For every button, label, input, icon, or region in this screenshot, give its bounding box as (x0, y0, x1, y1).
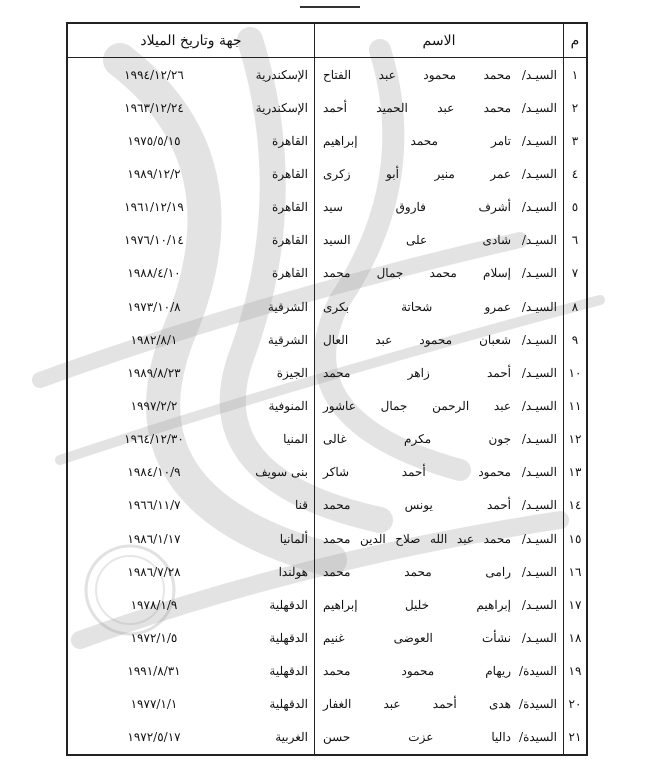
table-row (67, 555, 587, 588)
row-number: ٢٠ (564, 688, 588, 721)
row-birth-date: ١٩٩٧/٢/٢ (130, 398, 178, 413)
table-row (67, 621, 587, 654)
row-birth-place: القاهرة (272, 133, 308, 148)
row-title: السيـد/ (521, 398, 557, 413)
row-name-cell (315, 489, 564, 522)
top-rule (300, 0, 360, 8)
table-row (67, 721, 587, 755)
row-number: ٨ (564, 290, 588, 323)
row-name-cell (315, 588, 564, 621)
row-name-cell (315, 323, 564, 356)
row-birth-place: الدقهلية (269, 597, 308, 612)
row-birth-date: ١٩٨٦/٧/٢٨ (127, 564, 181, 579)
row-birth-place: ألمانيا (279, 531, 308, 546)
row-name-cell (315, 621, 564, 654)
row-birth-place: المنيا (283, 432, 308, 447)
row-birth-date: ١٩٧٢/١/٥ (130, 630, 178, 645)
table-row (67, 290, 587, 323)
table-row (67, 157, 587, 190)
row-name: عبد الرحمن جمال عاشور (323, 398, 511, 413)
row-title: السيـد/ (521, 465, 557, 480)
row-name-cell (315, 655, 564, 688)
row-name: عمر منير أبو زكرى (323, 166, 511, 181)
row-name-cell (315, 124, 564, 157)
row-name: شعبان محمود عبد العال (323, 332, 511, 347)
row-name-cell (315, 157, 564, 190)
row-title: السيـد/ (521, 498, 557, 513)
row-name: هدى أحمد عبد الغفار (323, 697, 511, 712)
table-row (67, 489, 587, 522)
row-name-cell (315, 224, 564, 257)
table-row (67, 323, 587, 356)
row-birth-place: قنا (294, 498, 308, 513)
row-number: ١ (564, 58, 588, 92)
row-birth-place: الشرقية (267, 332, 308, 347)
row-title: السيـد/ (521, 266, 557, 281)
row-birth-date: ١٩٧٦/١٠/١٤ (124, 233, 184, 248)
row-birth-place: المنوفية (268, 398, 308, 413)
table-row (67, 224, 587, 257)
row-name: محمد عبد الله صلاح الدين محمد (323, 531, 511, 546)
row-name: رامى محمد محمد (323, 564, 511, 579)
row-birth-place: القاهرة (272, 166, 308, 181)
row-title: السيدة/ (519, 730, 557, 745)
table-row (67, 655, 587, 688)
row-number: ٦ (564, 224, 588, 257)
row-number: ١٦ (564, 555, 588, 588)
row-name-cell (315, 389, 564, 422)
row-name: داليا عزت حسن (323, 730, 511, 745)
table-row (67, 456, 587, 489)
row-number: ٥ (564, 191, 588, 224)
row-name: محمد عبد الحميد أحمد (323, 100, 511, 115)
table-row (67, 522, 587, 555)
row-birth-place: القاهرة (272, 200, 308, 215)
row-title: السيـد/ (521, 564, 557, 579)
row-name-cell (315, 456, 564, 489)
row-birth-date: ١٩٧٢/٥/١٧ (127, 730, 181, 745)
row-number: ٩ (564, 323, 588, 356)
row-name: تامر محمد إبراهيم (323, 133, 511, 148)
row-number: ١٨ (564, 621, 588, 654)
row-birth-date: ١٩٩٤/١٢/٢٦ (124, 67, 184, 82)
row-name: إبراهيم خليل إبراهيم (323, 597, 511, 612)
row-name-cell (315, 290, 564, 323)
table-row (67, 588, 587, 621)
row-title: السيـد/ (521, 299, 557, 314)
row-number: ١٤ (564, 489, 588, 522)
row-birth-date: ١٩٨٩/١٢/٢ (127, 166, 181, 181)
row-title: السيدة/ (519, 697, 557, 712)
row-birth-date: ١٩٧٧/١/١ (130, 697, 178, 712)
row-title: السيـد/ (521, 133, 557, 148)
row-title: السيـد/ (521, 200, 557, 215)
table-row (67, 91, 587, 124)
row-birth-date: ١٩٩١/٨/٣١ (127, 664, 181, 679)
table-row (67, 124, 587, 157)
row-title: السيـد/ (521, 531, 557, 546)
row-birth-date: ١٩٦٦/١١/٧ (127, 498, 181, 513)
row-name: جون مكرم غالى (323, 432, 511, 447)
row-number: ٢١ (564, 721, 588, 755)
table-row (67, 356, 587, 389)
table-row (67, 389, 587, 422)
row-number: ١١ (564, 389, 588, 422)
row-name-cell (315, 423, 564, 456)
row-number: ٤ (564, 157, 588, 190)
header-number: م (564, 23, 588, 58)
row-birth-date: ١٩٦٣/١٢/٢٤ (124, 100, 184, 115)
row-number: ٢ (564, 91, 588, 124)
table-row (67, 58, 587, 92)
row-name: أحمد زاهر محمد (323, 365, 511, 380)
row-birth-date: ١٩٨٦/١/١٧ (127, 531, 181, 546)
row-number: ١٩ (564, 655, 588, 688)
header-name: الاسم (315, 23, 564, 58)
row-name-cell (315, 91, 564, 124)
row-title: السيـد/ (521, 597, 557, 612)
registry-table (66, 22, 588, 756)
row-birth-place: هولندا (278, 564, 308, 579)
row-title: السيـد/ (521, 67, 557, 82)
table-row (67, 191, 587, 224)
row-name-cell (315, 555, 564, 588)
header-birth: جهة وتاريخ الميلاد (67, 23, 315, 58)
row-number: ١٢ (564, 423, 588, 456)
row-name: محمود أحمد شاكر (323, 465, 511, 480)
row-birth-place: الدقهلية (269, 664, 308, 679)
row-name-cell (315, 58, 564, 92)
row-number: ١٧ (564, 588, 588, 621)
table-header-row (67, 23, 587, 58)
row-name: شادى على السيد (323, 233, 511, 248)
row-birth-place: القاهرة (272, 266, 308, 281)
row-name-cell (315, 191, 564, 224)
row-name: أشرف فاروق سيد (323, 200, 511, 215)
row-title: السيدة/ (519, 664, 557, 679)
row-number: ٧ (564, 257, 588, 290)
row-title: السيـد/ (521, 100, 557, 115)
row-birth-place: الإسكندرية (255, 100, 308, 115)
row-name-cell (315, 721, 564, 755)
table-row (67, 257, 587, 290)
row-birth-date: ١٩٨٤/١٠/٩ (127, 465, 181, 480)
row-birth-date: ١٩٧٥/٥/١٥ (127, 133, 181, 148)
row-birth-date: ١٩٦٤/١٢/٣٠ (124, 432, 184, 447)
row-number: ١٥ (564, 522, 588, 555)
row-name-cell (315, 356, 564, 389)
row-birth-place: الجيزة (276, 365, 308, 380)
row-title: السيـد/ (521, 233, 557, 248)
row-name-cell (315, 688, 564, 721)
row-title: السيـد/ (521, 432, 557, 447)
row-birth-date: ١٩٦١/١٢/١٩ (124, 200, 184, 215)
row-birth-place: الدقهلية (269, 630, 308, 645)
row-birth-date: ١٩٧٨/١/٩ (130, 597, 178, 612)
row-birth-date: ١٩٨٩/٨/٢٣ (127, 365, 181, 380)
row-name: إسلام محمد جمال محمد (323, 266, 511, 281)
row-name-cell (315, 522, 564, 555)
row-title: السيـد/ (521, 332, 557, 347)
row-number: ١٠ (564, 356, 588, 389)
row-name-cell (315, 257, 564, 290)
table-row (67, 423, 587, 456)
row-birth-place: بنى سويف (255, 465, 308, 480)
row-number: ٣ (564, 124, 588, 157)
row-birth-date: ١٩٨٨/٤/١٠ (127, 266, 181, 281)
row-title: السيـد/ (521, 365, 557, 380)
row-birth-date: ١٩٨٢/٨/١ (130, 332, 178, 347)
row-birth-place: الإسكندرية (255, 67, 308, 82)
table-row (67, 688, 587, 721)
row-name: عمرو شحاتة بكرى (323, 299, 511, 314)
row-name: أحمد يونس محمد (323, 498, 511, 513)
row-birth-place: الشرقية (267, 299, 308, 314)
row-name: نشأت العوضى غنيم (323, 630, 511, 645)
row-number: ١٣ (564, 456, 588, 489)
row-title: السيـد/ (521, 166, 557, 181)
row-birth-place: القاهرة (272, 233, 308, 248)
row-birth-place: الدقهلية (269, 697, 308, 712)
row-name: ريهام محمود محمد (323, 664, 511, 679)
row-birth-date: ١٩٧٣/١٠/٨ (127, 299, 181, 314)
row-name: محمد محمود عبد الفتاح (323, 67, 511, 82)
row-title: السيـد/ (521, 630, 557, 645)
row-birth-place: الغربية (275, 730, 308, 745)
